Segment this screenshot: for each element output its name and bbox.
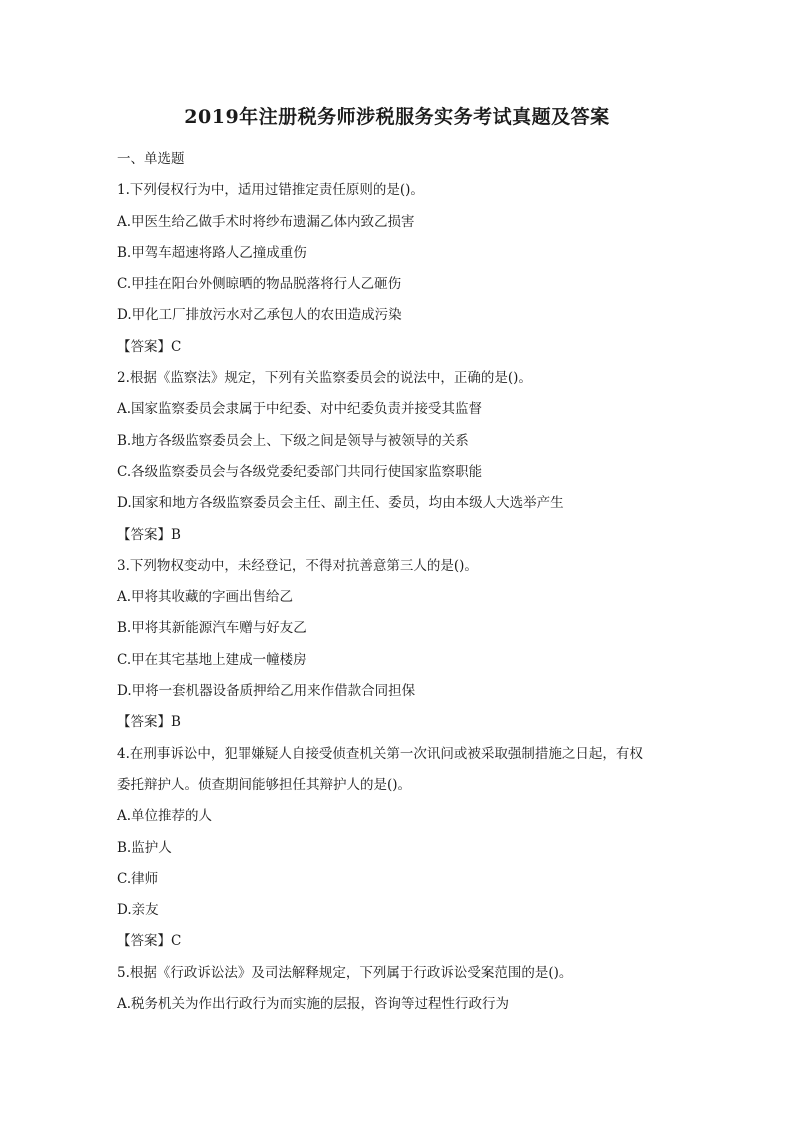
option-c: C.律师: [117, 870, 159, 887]
option-c: C.各级监察委员会与各级党委纪委部门共同行使国家监察职能: [117, 463, 483, 480]
question-2: [117, 363, 717, 551]
option-d: D.国家和地方各级监察委员会主任、副主任、委员，均由本级人大选举产生: [117, 495, 564, 512]
document-body: [117, 144, 717, 1020]
question-5: [117, 958, 717, 1021]
question-1: [117, 175, 717, 363]
question-4: [117, 739, 717, 958]
answer-line: 【答案】B: [117, 526, 181, 543]
question-3: [117, 551, 717, 739]
option-a: A.税务机关为作出行政行为而实施的层报，咨询等过程性行政行为: [117, 996, 510, 1013]
option-c: C.甲挂在阳台外侧晾晒的物品脱落将行人乙砸伤: [117, 276, 402, 293]
question-stem: 3.下列物权变动中，未经登记，不得对抗善意第三人的是()。: [117, 557, 478, 574]
option-a: A.国家监察委员会隶属于中纪委、对中纪委负责并接受其监督: [117, 401, 483, 418]
document-title: 2019年注册税务师涉税服务实务考试真题及答案: [184, 106, 610, 128]
option-d: D.甲将一套机器设备质押给乙用来作借款合同担保: [117, 683, 416, 700]
option-a: A.甲医生给乙做手术时将纱布遗漏乙体内致乙损害: [117, 213, 415, 230]
option-b: B.地方各级监察委员会上、下级之间是领导与被领导的关系: [117, 432, 469, 449]
option-d: D.甲化工厂排放污水对乙承包人的农田造成污染: [117, 307, 402, 324]
option-a: A.单位推荐的人: [117, 808, 213, 825]
question-stem: 2.根据《监察法》规定，下列有关监察委员会的说法中，正确的是()。: [117, 370, 532, 387]
answer-line: 【答案】B: [117, 714, 181, 731]
question-stem: 1.下列侵权行为中，适用过错推定责任原则的是()。: [117, 182, 424, 199]
section-heading: 一、单选题: [117, 151, 185, 167]
option-c: C.甲在其宅基地上建成一幢楼房: [117, 651, 307, 668]
option-b: B.甲驾车超速将路人乙撞成重伤: [117, 244, 307, 261]
option-b: B.甲将其新能源汽车赠与好友乙: [117, 620, 307, 637]
question-stem-continued: 委托辩护人。侦查期间能够担任其辩护人的是()。: [117, 776, 412, 793]
option-a: A.甲将其收藏的字画出售给乙: [117, 589, 294, 606]
option-b: B.监护人: [117, 839, 172, 856]
answer-line: 【答案】C: [117, 933, 182, 950]
option-d: D.亲友: [117, 902, 159, 919]
question-stem: 4.在刑事诉讼中，犯罪嫌疑人自接受侦查机关第一次讯问或被采取强制措施之日起，有权: [117, 745, 643, 762]
answer-line: 【答案】C: [117, 338, 182, 355]
question-stem: 5.根据《行政诉讼法》及司法解释规定，下列属于行政诉讼受案范围的是()。: [117, 964, 573, 981]
